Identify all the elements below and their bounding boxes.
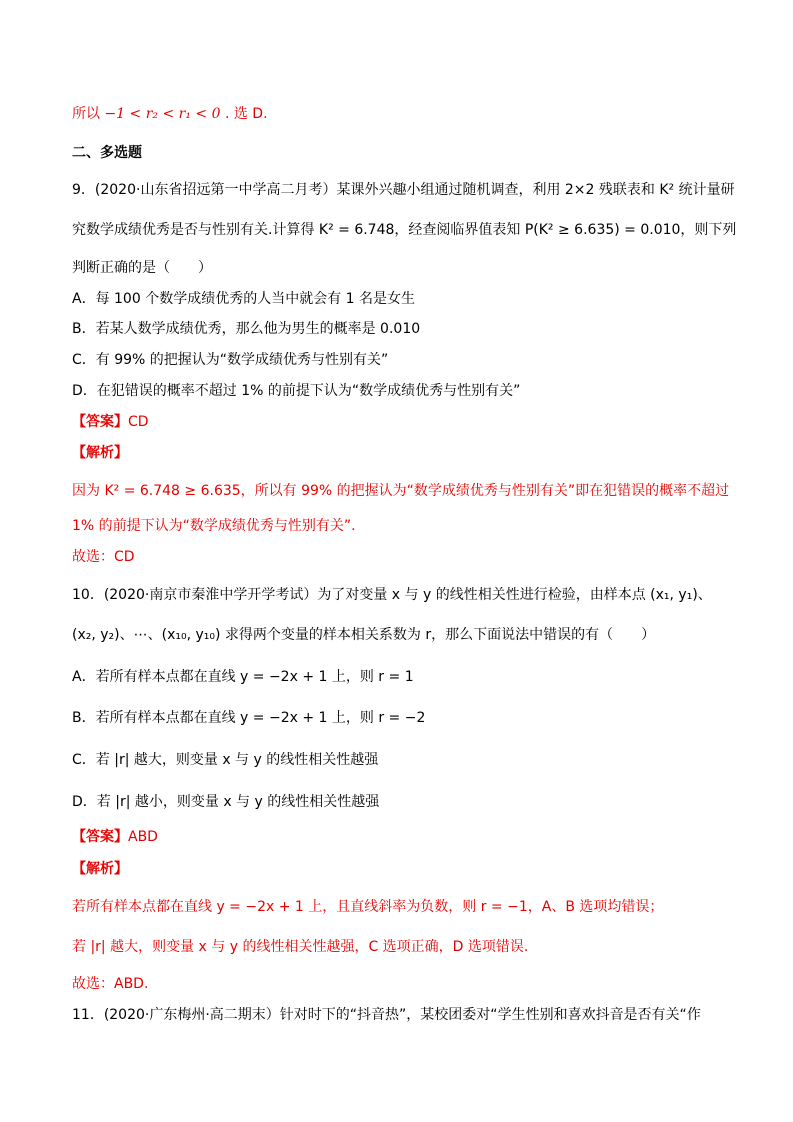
q10-option-c: C．若 |r| 越大，则变量 x 与 y 的线性相关性越强 xyxy=(72,752,379,768)
q10-analysis-line-2: 若 |r| 越大，则变量 x 与 y 的线性相关性越强，C 选项正确，D 选项错误. xyxy=(72,939,529,955)
q9-analysis-label: 【解析】 xyxy=(72,445,128,461)
q10-option-b: B．若所有样本点都在直线 y = −2x + 1 上，则 r = −2 xyxy=(72,710,426,726)
q10-analysis-line-1: 若所有样本点都在直线 y = −2x + 1 上，且直线斜率为负数，则 r = −1，A、B 选项均错误； xyxy=(72,899,664,915)
q9-option-d: D．在犯错误的概率不超过 1% 的前提下认为“数学成绩优秀与性别有关” xyxy=(72,383,521,399)
q9-option-c: C．有 99% 的把握认为“数学成绩优秀与性别有关” xyxy=(72,352,389,368)
q9-stem-line-3: 判断正确的是（ ） xyxy=(72,260,212,276)
conclusion-prefix: 所以 xyxy=(72,106,100,122)
q9-option-a: A．每 100 个数学成绩优秀的人当中就会有 1 名是女生 xyxy=(72,291,416,307)
q10-stem-line-2: (x₂, y₂)、⋯、(x₁₀, y₁₀) 求得两个变量的样本相关系数为 r，那么下面说法中错误的有（ ） xyxy=(72,627,656,643)
q10-analysis-label: 【解析】 xyxy=(72,861,128,877)
q9-stem-line-2: 究数学成绩优秀是否与性别有关.计算得 K² = 6.748，经查阅临界值表知 P(K² ≥ 6.635) = 0.010，则下列 xyxy=(72,222,737,238)
previous-conclusion xyxy=(72,104,268,124)
q9-answer xyxy=(72,412,149,432)
q9-option-b: B．若某人数学成绩优秀，那么他为男生的概率是 0.010 xyxy=(72,321,421,337)
q10-answer xyxy=(72,827,158,847)
q9-stem-line-1: 9．(2020·山东省招远第一中学高二月考）某课外兴趣小组通过随机调查，利用 2×2 残联表和 K² 统计量研 xyxy=(72,182,735,198)
q9-analysis-line-2: 1% 的前提下认为“数学成绩优秀与性别有关”. xyxy=(72,518,356,534)
q9-answer-value: CD xyxy=(128,414,149,430)
q10-conclusion: 故选：ABD. xyxy=(72,976,149,992)
section-title: 二、多选题 xyxy=(72,145,142,161)
q10-option-d: D．若 |r| 越小，则变量 x 与 y 的线性相关性越强 xyxy=(72,794,380,810)
q10-option-a: A．若所有样本点都在直线 y = −2x + 1 上，则 r = 1 xyxy=(72,669,414,685)
conclusion-suffix: . 选 D. xyxy=(224,106,268,122)
q9-analysis-line-1: 因为 K² = 6.748 ≥ 6.635，所以有 99% 的把握认为“数学成绩优秀与性别有关”即在犯错误的概率不超过 xyxy=(72,483,730,499)
q9-answer-label: 【答案】 xyxy=(72,414,128,430)
conclusion-expression: −1 < r₂ < r₁ < 0 xyxy=(104,106,221,122)
q9-conclusion: 故选：CD xyxy=(72,549,135,565)
q10-answer-label: 【答案】 xyxy=(72,829,128,845)
q10-stem-line-1: 10．(2020·南京市秦淮中学开学考试）为了对变量 x 与 y 的线性相关性进行检验，由样本点 (x₁, y₁)、 xyxy=(72,587,712,603)
q11-stem-line-1: 11．(2020·广东梅州·高二期末）针对时下的“抖音热”，某校团委对“学生性别和喜欢抖音是否有关“作 xyxy=(72,1007,701,1023)
q10-answer-value: ABD xyxy=(128,829,158,845)
